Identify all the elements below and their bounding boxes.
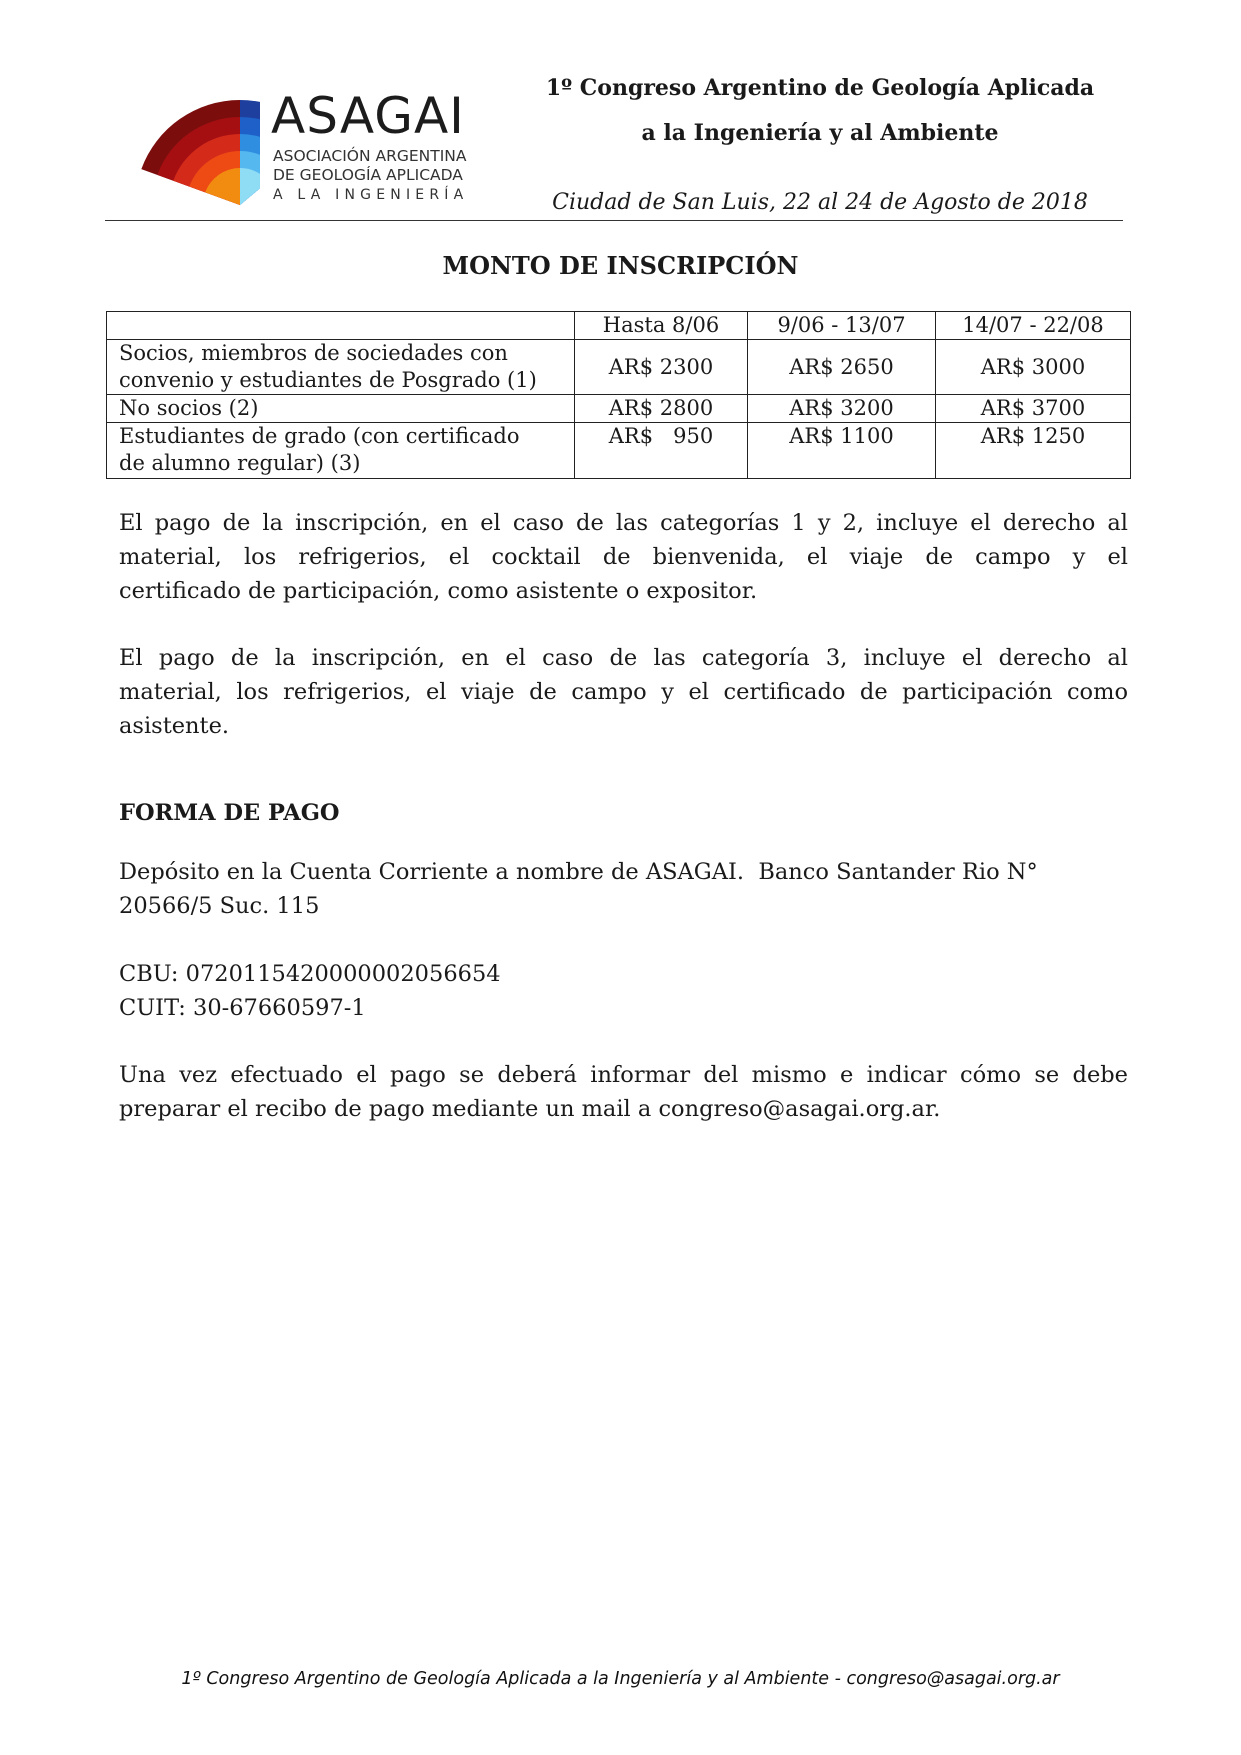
table-row <box>107 395 1131 423</box>
fee-cell: AR$ 3700 <box>936 395 1131 423</box>
paragraph-line: asistente. <box>119 713 230 739</box>
congress-title-line-1: 1º Congreso Argentino de Geología Aplicada <box>545 75 1095 101</box>
table-row <box>107 423 1131 479</box>
logo-subtitle-line: DE GEOLOGÍA APLICADA <box>273 166 463 184</box>
table-corner-cell <box>107 312 575 340</box>
column-header: Hasta 8/06 <box>575 312 748 340</box>
congress-title-line-2: a la Ingeniería y al Ambiente <box>641 120 999 146</box>
paragraph-line: preparar el recibo de pago mediante un mail a congreso@asagai.org.ar. <box>119 1096 941 1122</box>
asagai-logo-icon <box>130 100 260 205</box>
deposit-line: Depósito en la Cuenta Corriente a nombre de ASAGAI. Banco Santander Rio N° <box>119 859 1038 885</box>
paragraph-line: Una vez efectuado el pago se deberá informar del mismo e indicar cómo se debe <box>119 1062 1128 1088</box>
row-label-line: de alumno regular) (3) <box>119 451 361 475</box>
row-label <box>107 395 575 423</box>
deposit-info <box>119 855 1128 923</box>
row-label-line: Estudiantes de grado (con certificado <box>119 424 520 448</box>
paragraph-line: material, los refrigerios, el cocktail de bienvenida, el viaje de campo y el <box>119 544 1128 570</box>
paragraph-category-3 <box>119 641 1128 743</box>
congress-date: Ciudad de San Luis, 22 al 24 de Agosto de 2018 <box>552 190 1088 215</box>
row-label-line: No socios (2) <box>119 396 259 420</box>
fee-cell: AR$ 2650 <box>748 340 936 395</box>
fee-cell: AR$ 2300 <box>575 340 748 395</box>
payment-notice <box>119 1058 1128 1126</box>
paragraph-line: El pago de la inscripción, en el caso de las categorías 1 y 2, incluye el derecho al <box>119 510 1128 536</box>
fee-cell: AR$ 1100 <box>748 423 936 479</box>
row-label <box>107 423 575 479</box>
fee-cell: AR$ 2800 <box>575 395 748 423</box>
row-label-line: convenio y estudiantes de Posgrado (1) <box>119 368 537 392</box>
fee-cell: AR$ 3200 <box>748 395 936 423</box>
fee-cell: AR$ 1250 <box>936 423 1131 479</box>
paragraph-line: material, los refrigerios, el viaje de campo y el certificado de participación como <box>119 679 1128 705</box>
logo-name: ASAGAI <box>271 87 465 145</box>
cuit-number: CUIT: 30-67660597-1 <box>119 995 366 1021</box>
column-header: 9/06 - 13/07 <box>748 312 936 340</box>
payment-heading: FORMA DE PAGO <box>119 800 340 826</box>
paragraph-line: certificado de participación, como asistente o expositor. <box>119 578 758 604</box>
paragraph-categories-1-2 <box>119 506 1128 608</box>
bank-codes <box>119 957 1128 1025</box>
logo-subtitle-line: A LA INGENIERÍA <box>273 187 469 203</box>
paragraph-line: El pago de la inscripción, en el caso de las categoría 3, incluye el derecho al <box>119 645 1128 671</box>
row-label-line: Socios, miembros de sociedades con <box>119 341 508 365</box>
fee-cell: AR$ 950 <box>575 423 748 479</box>
table-row <box>107 340 1131 395</box>
deposit-line: 20566/5 Suc. 115 <box>119 893 320 919</box>
page-footer: 1º Congreso Argentino de Geología Aplicada a la Ingeniería y al Ambiente - congreso@asagai.org.ar <box>181 1669 1060 1689</box>
logo-subtitle-line: ASOCIACIÓN ARGENTINA <box>273 147 467 165</box>
fee-table <box>106 311 1131 479</box>
section-title: MONTO DE INSCRIPCIÓN <box>442 251 799 280</box>
row-label <box>107 340 575 395</box>
cbu-number: CBU: 0720115420000002056654 <box>119 961 501 987</box>
table-header-row <box>107 312 1131 340</box>
logo-arc <box>240 168 260 205</box>
header-divider <box>105 220 1123 221</box>
fee-cell: AR$ 3000 <box>936 340 1131 395</box>
column-header: 14/07 - 22/08 <box>936 312 1131 340</box>
